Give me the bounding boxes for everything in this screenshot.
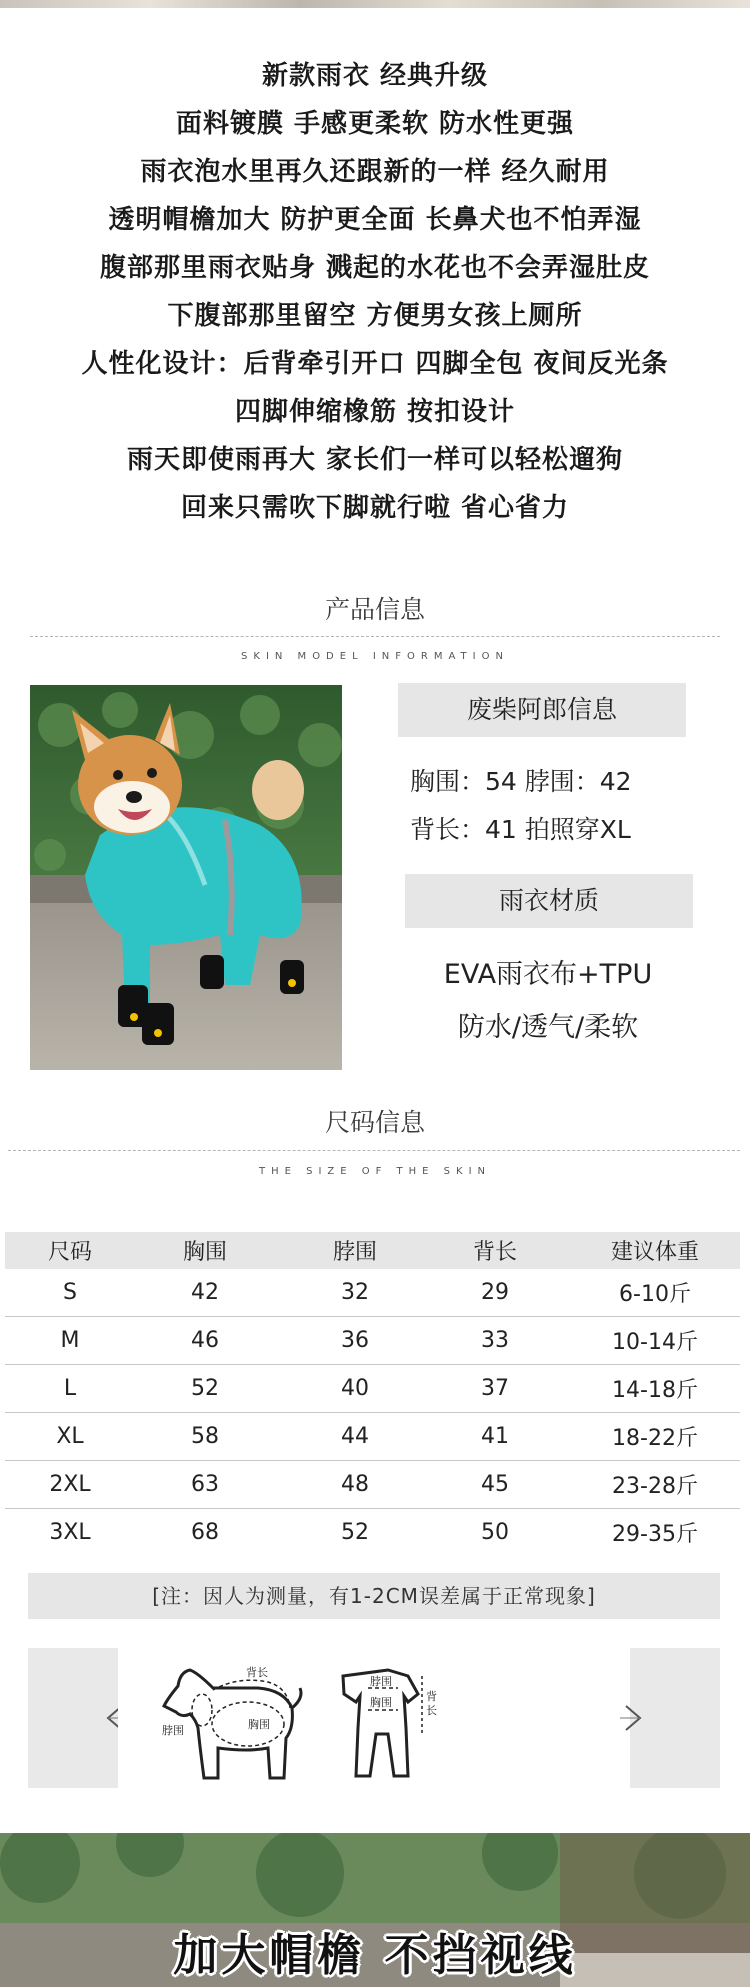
weight-cell: 18-22斤 bbox=[612, 1426, 698, 1451]
banner-headline: 加大帽檐 不挡视线 bbox=[173, 1930, 577, 1981]
top-photo-strip bbox=[0, 0, 750, 8]
back-length-cell: 33 bbox=[481, 1328, 509, 1353]
dog-side-silhouette bbox=[164, 1670, 301, 1778]
table-row bbox=[5, 1317, 740, 1365]
size-cell: 3XL bbox=[49, 1520, 91, 1545]
chest-cell: 58 bbox=[191, 1424, 219, 1449]
size-cell: L bbox=[63, 1376, 77, 1401]
chest-cell: 46 bbox=[191, 1328, 219, 1353]
chest-cell: 68 bbox=[191, 1520, 219, 1545]
size-cell: S bbox=[63, 1280, 77, 1305]
intro-line: 面料镀膜 手感更柔软 防水性更强 bbox=[175, 109, 575, 139]
measurement-diagram bbox=[28, 1648, 720, 1788]
table-row bbox=[5, 1269, 740, 1317]
intro-line: 雨衣泡水里再久还跟新的一样 经久耐用 bbox=[140, 157, 610, 187]
hood-banner bbox=[0, 1833, 750, 1987]
intro-line: 人性化设计：后背牵引开口 四脚全包 夜间反光条 bbox=[81, 349, 669, 379]
material-line-1: EVA雨衣布+TPU bbox=[443, 959, 653, 990]
table-row bbox=[5, 1365, 740, 1413]
table-row bbox=[5, 1413, 740, 1461]
diagram-label-back-vertical-2: 长 bbox=[426, 1704, 437, 1717]
material-line-2: 防水/透气/柔软 bbox=[457, 1012, 639, 1043]
back-length-cell: 45 bbox=[481, 1472, 509, 1497]
intro-line: 回来只需吹下脚就行啦 省心省力 bbox=[180, 493, 570, 523]
model-info-heading: 废柴阿郎信息 bbox=[398, 683, 686, 737]
weight-cell: 14-18斤 bbox=[612, 1378, 698, 1403]
chest-cell: 42 bbox=[191, 1280, 219, 1305]
chest-cell: 52 bbox=[191, 1376, 219, 1401]
column-header: 尺码 bbox=[47, 1240, 92, 1265]
diagram-label-neck-front: 脖围 bbox=[370, 1675, 392, 1688]
weight-cell: 23-28斤 bbox=[612, 1474, 698, 1499]
intro-copy bbox=[0, 52, 750, 532]
diagram-label-chest-front: 胸围 bbox=[370, 1696, 392, 1709]
table-row bbox=[5, 1509, 740, 1556]
weight-cell: 29-35斤 bbox=[612, 1522, 698, 1547]
size-table bbox=[5, 1232, 740, 1556]
back-length-cell: 50 bbox=[481, 1520, 509, 1545]
column-header: 建议体重 bbox=[610, 1240, 699, 1265]
section-divider bbox=[30, 636, 720, 637]
intro-line: 腹部那里雨衣贴身 溅起的水花也不会弄湿肚皮 bbox=[99, 253, 651, 283]
diagram-label-neck: 脖围 bbox=[162, 1724, 184, 1737]
back-length-cell: 29 bbox=[481, 1280, 509, 1305]
weight-cell: 10-14斤 bbox=[612, 1330, 698, 1355]
neck-cell: 48 bbox=[341, 1472, 369, 1497]
weight-cell: 6-10斤 bbox=[619, 1282, 691, 1307]
product-info-title: 产品信息 bbox=[324, 595, 425, 624]
intro-line: 雨天即使雨再大 家长们一样可以轻松遛狗 bbox=[126, 445, 624, 475]
diagram-panel bbox=[118, 1648, 630, 1788]
diagram-label-chest: 胸围 bbox=[248, 1718, 270, 1731]
size-info-subtitle: THE SIZE OF THE SKIN bbox=[258, 1166, 492, 1177]
model-measurements-line-2: 背长：41 拍照穿XL bbox=[410, 815, 631, 844]
size-cell: 2XL bbox=[49, 1472, 91, 1497]
material-heading: 雨衣材质 bbox=[405, 874, 693, 928]
neck-cell: 32 bbox=[341, 1280, 369, 1305]
chest-cell: 63 bbox=[191, 1472, 219, 1497]
chevron-right-icon[interactable] bbox=[614, 1700, 650, 1736]
size-cell: XL bbox=[56, 1424, 84, 1449]
intro-line: 透明帽檐加大 防护更全面 长鼻犬也不怕弄湿 bbox=[108, 205, 642, 235]
section-divider bbox=[8, 1150, 740, 1151]
model-measurements-line-1: 胸围：54 脖围：42 bbox=[410, 767, 632, 796]
measurement-note: [注：因人为测量，有1-2CM误差属于正常现象] bbox=[28, 1573, 720, 1619]
diagram-label-back: 背长 bbox=[246, 1666, 268, 1679]
neck-cell: 36 bbox=[341, 1328, 369, 1353]
back-length-cell: 41 bbox=[481, 1424, 509, 1449]
intro-line: 四脚伸缩橡筋 按扣设计 bbox=[234, 397, 516, 427]
table-header-row bbox=[5, 1232, 740, 1269]
dog-model-photo bbox=[30, 685, 342, 1070]
intro-line: 新款雨衣 经典升级 bbox=[261, 61, 489, 91]
neck-cell: 52 bbox=[341, 1520, 369, 1545]
column-header: 背长 bbox=[472, 1240, 517, 1265]
back-length-cell: 37 bbox=[481, 1376, 509, 1401]
column-header: 胸围 bbox=[182, 1240, 227, 1265]
column-header: 脖围 bbox=[332, 1240, 377, 1265]
neck-cell: 44 bbox=[341, 1424, 369, 1449]
size-cell: M bbox=[60, 1328, 80, 1353]
size-info-title: 尺码信息 bbox=[324, 1108, 425, 1137]
intro-line: 下腹部那里留空 方便男女孩上厕所 bbox=[167, 301, 583, 331]
table-row bbox=[5, 1461, 740, 1509]
neck-cell: 40 bbox=[341, 1376, 369, 1401]
diagram-label-back-vertical-1: 背 bbox=[426, 1690, 437, 1703]
product-info-subtitle: SKIN MODEL INFORMATION bbox=[241, 651, 509, 662]
